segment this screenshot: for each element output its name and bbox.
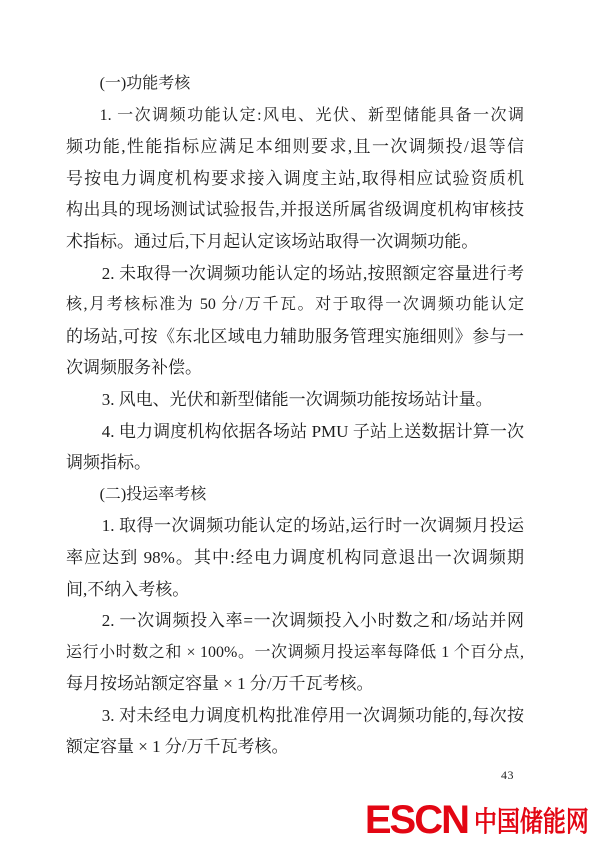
text-line: 构出具的现场测试试验报告,并报送所属省级调度机构审核技 xyxy=(66,200,524,220)
document-body xyxy=(66,68,524,763)
page-number: 43 xyxy=(501,768,514,782)
escn-logo-chinese: 中国储能网 xyxy=(474,806,589,837)
text-line: 次调频服务补偿。 xyxy=(66,358,202,378)
text-line: 额定容量 × 1 分/万千瓦考核。 xyxy=(66,737,289,757)
escn-logo-latin: ESCN xyxy=(364,798,468,842)
text-line: 间,不纳入考核。 xyxy=(66,579,190,599)
footer-logo xyxy=(364,798,590,842)
text-line: 1. 一次调频功能认定:风电、光伏、新型储能具备一次调 xyxy=(99,106,524,124)
text-line: 术指标。通过后,下月起认定该场站取得一次调频功能。 xyxy=(66,231,479,251)
text-line: 4. 电力调度机构依据各场站 PMU 子站上送数据计算一次 xyxy=(101,421,524,441)
text-line: 核,月考核标准为 50 分/万千瓦。对于取得一次调频功能认定 xyxy=(66,296,524,314)
text-line: 3. 风电、光伏和新型储能一次调频功能按场站计量。 xyxy=(101,389,493,409)
text-line: 每月按场站额定容量 × 1 分/万千瓦考核。 xyxy=(66,674,374,694)
text-line: 3. 对未经电力调度机构批准停用一次调频功能的,每次按 xyxy=(101,705,524,725)
text-line: 2. 未取得一次调频功能认定的场站,按照额定容量进行考 xyxy=(101,263,524,283)
section-1-heading: (一)功能考核 xyxy=(99,75,191,92)
text-line: 的场站,可按《东北区域电力辅助服务管理实施细则》参与一 xyxy=(66,326,524,346)
text-line: 1. 取得一次调频功能认定的场站,运行时一次调频月投运 xyxy=(101,516,524,536)
text-line: 2. 一次调频投入率=一次调频投入小时数之和/场站并网 xyxy=(101,611,524,631)
section-2-heading: (二)投运率考核 xyxy=(99,485,207,503)
text-line: 频功能,性能指标应满足本细则要求,且一次调频投/退等信 xyxy=(66,137,524,157)
text-line: 运行小时数之和 × 100%。一次调频月投运率每降低 1 个百分点, xyxy=(66,643,524,661)
text-line: 率应达到 98%。其中:经电力调度机构同意退出一次调频期 xyxy=(66,547,524,567)
text-line: 号按电力调度机构要求接入调度主站,取得相应试验资质机 xyxy=(66,168,524,188)
text-line: 调频指标。 xyxy=(66,453,151,473)
